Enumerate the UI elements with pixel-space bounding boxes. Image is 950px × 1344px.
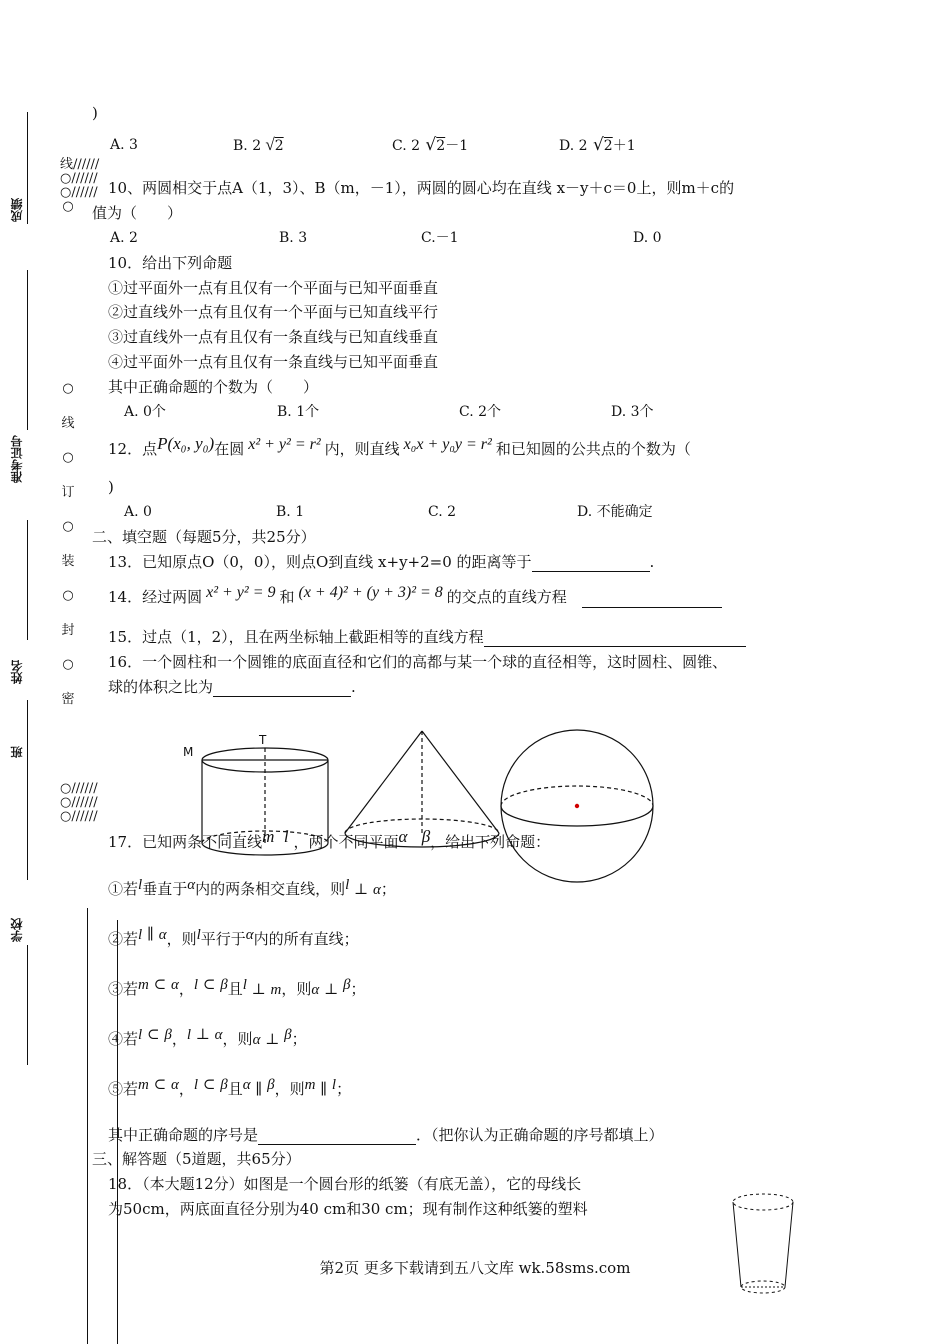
q17-statement-3: ③若m ⊂ α，l ⊂ β且l ⊥ m，则α ⊥ β； xyxy=(108,975,366,998)
q16-line-2: 球的体积之比为 . xyxy=(108,678,356,696)
label-name: 姓名 xyxy=(10,660,24,684)
q17-statement-1: ①若l垂直于α内的两条相交直线，则l ⊥ α； xyxy=(108,877,396,898)
q10b-ask: 其中正确命题的个数为（ ） xyxy=(108,378,319,396)
q10a-option-d: D. 0 xyxy=(633,230,662,246)
q12-option-c: C. 2 xyxy=(428,504,457,520)
q12-option-b: B. 1 xyxy=(276,504,305,520)
q10b-prop-2: ②过直线外一点有且仅有一个平面与已知直线平行 xyxy=(108,303,439,321)
binding-rule-1 xyxy=(87,908,88,1344)
q18-line-1: 18．（本大题12分）如图是一个圆台形的纸篓（有底无盖），它的母线长 xyxy=(108,1175,582,1193)
label-class: 班 xyxy=(10,746,24,758)
q15: 15．过点（1，2），且在两坐标轴上截距相等的直线方程 xyxy=(108,627,746,647)
q17-stem: 17．已知两条不同直线m l ，两个不同平面α β，给出下列命题： xyxy=(108,827,551,851)
name-line-4 xyxy=(27,700,28,880)
q10b-prop-3: ③过直线外一点有且仅有一条直线与已知直线垂直 xyxy=(108,328,439,346)
q17-statement-4: ④若l ⊂ β，l ⊥ α，则α ⊥ β； xyxy=(108,1025,307,1048)
binding-seg-3: ○//////○//////○////// xyxy=(60,781,98,824)
q10b-title: 10．给出下列命题 xyxy=(108,254,233,272)
q10a-option-c: C.－1 xyxy=(421,230,459,246)
q16-line-1: 16．一个圆柱和一个圆锥的底面直径和它们的高都与某一个球的直径相等，这时圆柱、圆锥、 xyxy=(108,653,728,671)
q12-close: ) xyxy=(108,478,114,496)
q9-tail: ) xyxy=(92,104,98,122)
figure-label-t: T xyxy=(259,733,267,747)
name-line-5 xyxy=(27,945,28,1065)
q9-option-a: A. 3 xyxy=(110,137,138,153)
q17-statement-5: ⑤若m ⊂ α，l ⊂ β且α ∥ β，则m ∥ l； xyxy=(108,1075,352,1098)
q14-answer-blank[interactable] xyxy=(582,591,722,608)
q13-answer-blank[interactable] xyxy=(532,555,650,572)
label-score: 成绩 xyxy=(10,198,24,222)
q18-line-2: 为50cm，两底面直径分别为40 cm和30 cm；现有制作这种纸篓的塑料 xyxy=(108,1200,588,1218)
sphere xyxy=(501,730,653,882)
page-footer: 第2页 更多下载请到五八文库 wk.58sms.com xyxy=(319,1259,631,1277)
q16-answer-blank[interactable] xyxy=(213,680,351,697)
q12-option-a: A. 0 xyxy=(124,504,152,520)
figure-label-m: M xyxy=(183,745,194,759)
q14: 14．经过两圆 x² + y² = 9 和 (x + 4)² + (y + 3)² = 8 的交点的直线方程 xyxy=(108,587,722,608)
section-3-heading: 三、解答题（5道题，共65分） xyxy=(92,1150,301,1168)
q10a-option-a: A. 2 xyxy=(110,230,138,246)
q10b-option-a: A. 0个 xyxy=(124,404,166,420)
section-2-heading: 二、填空题（每题5分，共25分） xyxy=(92,528,316,546)
label-exam-no: 准考证号 xyxy=(10,435,24,483)
q10b-prop-4: ④过平面外一点有且仅有一条直线与已知平面垂直 xyxy=(108,353,439,371)
q10a-option-b: B. 3 xyxy=(279,230,308,246)
binding-seg-1: 线//////○//////○//////○ xyxy=(60,157,100,214)
q17-answer-blank[interactable] xyxy=(258,1128,416,1145)
q17-ask: 其中正确命题的序号是 ．（把你认为正确命题的序号都填上） xyxy=(108,1126,664,1144)
label-school: 学校 xyxy=(10,918,24,942)
q12-option-d: D. 不能确定 xyxy=(577,504,653,520)
q10b-option-b: B. 1个 xyxy=(277,404,320,420)
q10b-option-d: D. 3个 xyxy=(611,404,654,420)
binding-seg-2: ○线○订○装○封○密 xyxy=(61,381,75,707)
q12-stem: 12．点P(x₀, y₀)在圆 x² + y² = r² 内，则直线 x₀x + y₀y = r² 和已知圆的公共点的个数为（ xyxy=(108,434,691,458)
q10a-line-2: 值为（ ） xyxy=(92,204,183,222)
q13: 13．已知原点O（0，0），则点O到直线 x+y+2=0 的距离等于 . xyxy=(108,553,655,571)
basket xyxy=(733,1194,793,1293)
q9-option-d: D. 2 √2＋1 xyxy=(559,135,636,155)
q10b-prop-1: ①过平面外一点有且仅有一个平面与已知平面垂直 xyxy=(108,279,439,297)
q17-statement-2: ②若l ∥ α，则l平行于α内的所有直线； xyxy=(108,925,359,948)
q10a-line-1: 10、两圆相交于点A（1，3）、B（m，－1），两圆的圆心均在直线 x－y＋c＝0上，则m＋c的 xyxy=(108,179,735,197)
q10b-option-c: C. 2个 xyxy=(459,404,502,420)
name-line-2 xyxy=(27,270,28,430)
q15-answer-blank[interactable] xyxy=(484,630,746,647)
q9-option-b: B. 2 √2 xyxy=(233,135,284,154)
q9-option-c: C. 2 √2－1 xyxy=(392,135,469,155)
name-line-3 xyxy=(27,520,28,640)
